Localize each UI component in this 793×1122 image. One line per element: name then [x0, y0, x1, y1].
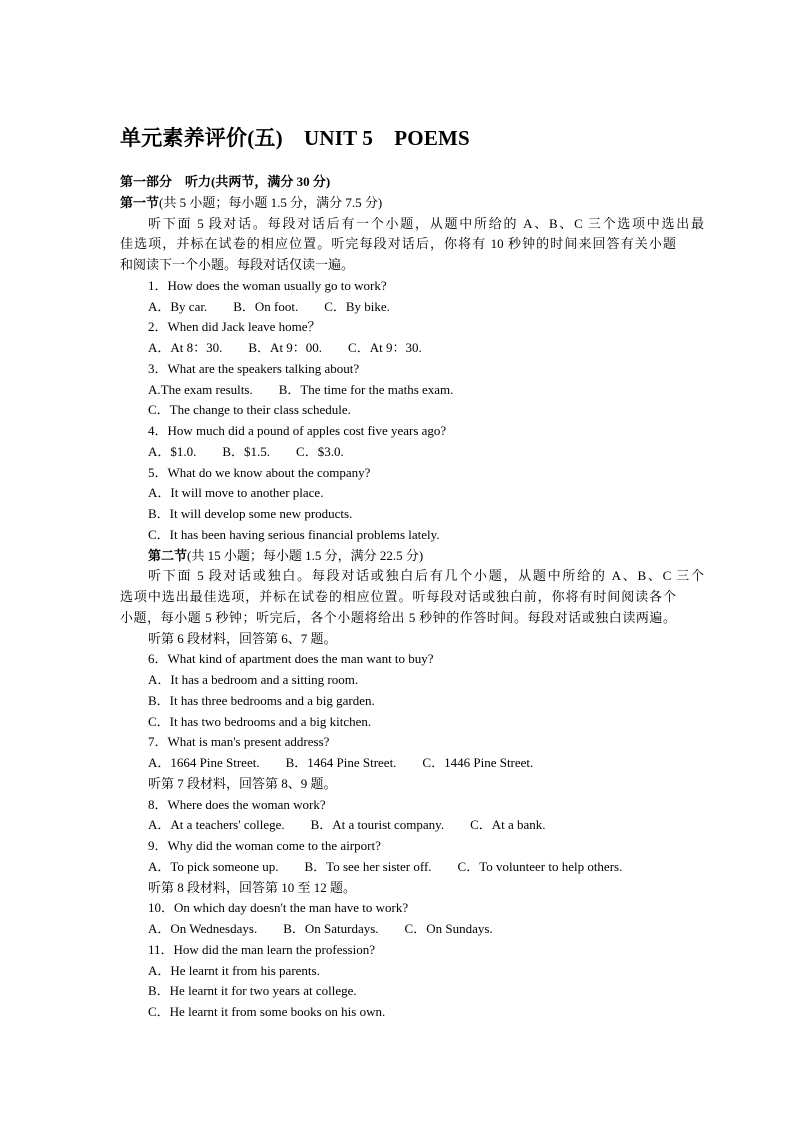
text-line: 听第 6 段材料，回答第 6、7 题。: [148, 630, 337, 646]
text-line: 听下面 5 段对话。每段对话后有一个小题，从题中所给的 A、B、C 三个选项中选出最: [148, 215, 704, 231]
text-line: 9．Why did the woman come to the airport?: [148, 838, 381, 853]
text-line: C．He learnt it from some books on his own.: [148, 1004, 386, 1019]
text-line: A．It will move to another place.: [148, 485, 324, 501]
section-description: (共 15 小题；每小题 1.5 分，满分 22.5 分): [187, 547, 424, 563]
text-line: A．1664 Pine Street. B．1464 Pine Street. C．1446 Pine Street.: [148, 755, 534, 770]
text-line: 小题，每小题 5 秒钟；听完后，各个小题将给出 5 秒钟的作答时间。每段对话或独白读两遍。: [120, 609, 676, 625]
text-line: A．$1.0. B．$1.5. C．$3.0.: [148, 443, 344, 459]
text-line: B．It will develop some new products.: [148, 506, 353, 521]
text-line: B．He learnt it for two years at college.: [148, 983, 357, 999]
text-line: C．The change to their class schedule.: [148, 402, 351, 418]
text-line: 8．Where does the woman work?: [148, 796, 326, 812]
text-line: A．To pick someone up. B．To see her sister off. C．To volunteer to help others.: [148, 858, 623, 874]
text-line: 10．On which day doesn't the man have to work?: [148, 900, 409, 916]
text-line: A．On Wednesdays. B．On Saturdays. C．On Sundays.: [148, 921, 493, 936]
text-line: A．He learnt it from his parents.: [148, 962, 320, 978]
text-line: 11．How did the man learn the profession?: [148, 941, 375, 957]
text-line: 选项中选出最佳选项，并标在试卷的相应位置。听每段对话或独白前，你将有时间阅读各个: [120, 589, 676, 604]
section-description: (共 5 小题；每小题 1.5 分，满分 7.5 分): [159, 194, 383, 210]
text-line: C．It has two bedrooms and a big kitchen.: [148, 713, 372, 729]
text-line: 听下面 5 段对话或独白。每段对话或独白后有几个小题，从题中所给的 A、B、C 三个: [148, 568, 704, 584]
text-line: 6．What kind of apartment does the man want to buy?: [148, 651, 434, 667]
text-line: 7．What is man's present address?: [148, 734, 330, 750]
section-label: 第二节: [148, 547, 188, 563]
text-line: [120, 546, 704, 567]
text-line: A．At a teachers' college. B．At a tourist company. C．At a bank.: [148, 817, 546, 833]
section-label: 第一节: [120, 194, 160, 210]
page-title: 单元素养评价(五) UNIT 5 POEMS: [120, 126, 470, 150]
text-line: 4．How much did a pound of apples cost five years ago?: [148, 423, 447, 438]
text-line: [120, 193, 676, 214]
text-line: 听第 7 段材料，回答第 8、9 题。: [148, 775, 337, 791]
text-line: A．At 8：30. B．At 9：00. C．At 9：30.: [148, 340, 422, 355]
text-line: 3．What are the speakers talking about?: [148, 360, 360, 376]
text-line: 第一部分 听力(共两节，满分 30 分): [120, 174, 331, 189]
text-line: 和阅读下一个小题。每段对话仅读一遍。: [120, 257, 355, 272]
text-line: C．It has been having serious financial problems lately.: [148, 526, 440, 542]
text-line: A.The exam results. B．The time for the maths exam.: [148, 381, 454, 397]
text-line: 2．When did Jack leave home？: [148, 319, 321, 335]
text-line: A．By car. B．On foot. C．By bike.: [148, 298, 390, 314]
text-line: A．It has a bedroom and a sitting room.: [148, 672, 359, 687]
text-line: 1．How does the woman usually go to work?: [148, 277, 387, 293]
text-line: 听第 8 段材料，回答第 10 至 12 题。: [148, 879, 357, 895]
text-line: 5．What do we know about the company?: [148, 464, 371, 480]
text-line: 佳选项，并标在试卷的相应位置。听完每段对话后，你将有 10 秒钟的时间来回答有关小题: [120, 236, 676, 252]
text-line: B．It has three bedrooms and a big garden.: [148, 692, 375, 708]
